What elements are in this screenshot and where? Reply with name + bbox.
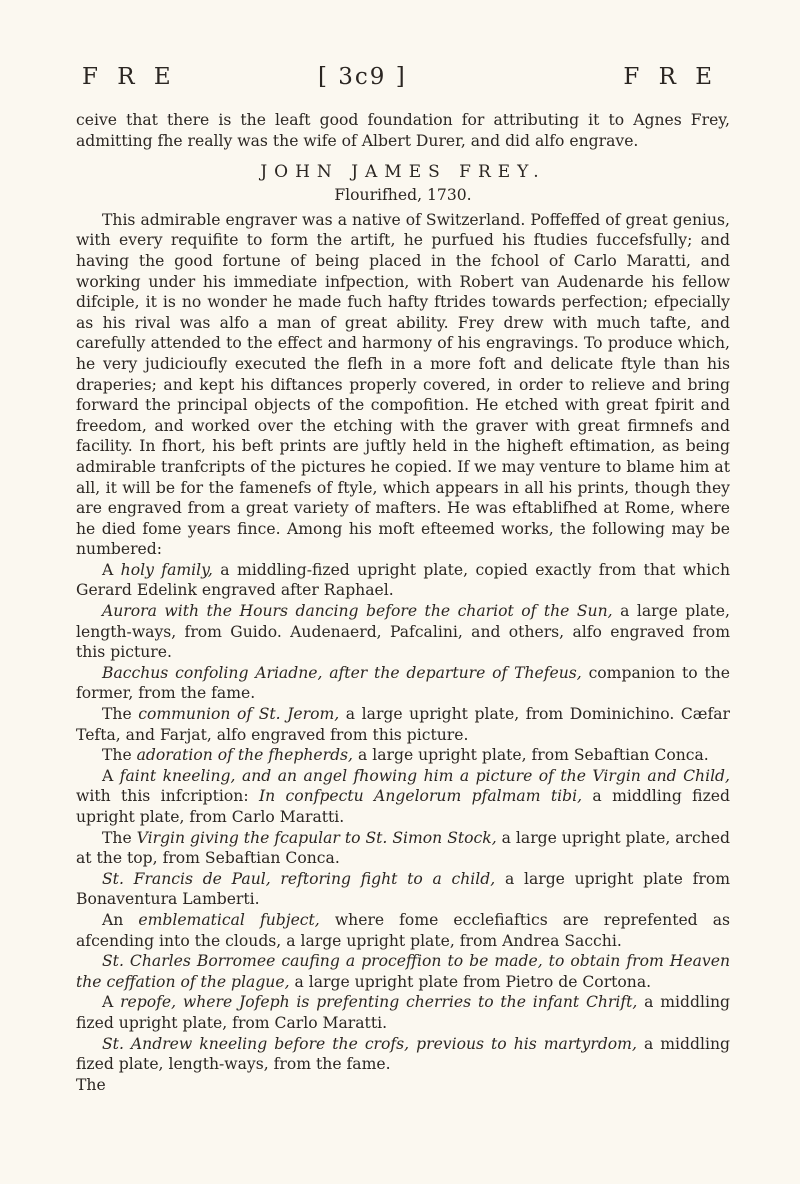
work-title: adoration of the fhepherds, <box>136 746 354 765</box>
work-title: St. Charles Borromee caufing a proceffion to be made, to obtain from Heaven the ceffation of the plague, <box>76 952 730 991</box>
work-title: Bacchus confoling Ariadne, after the departure of Thefeus, <box>102 663 582 682</box>
work-entry <box>76 910 730 951</box>
work-title: repofe, where Jofeph is prefenting cherries to the infant Chrift, <box>120 993 638 1012</box>
work-entry <box>76 992 730 1033</box>
work-description: a middling fized upright plate, from Carlo Maratti. <box>76 993 730 1032</box>
work-description: a large upright plate, from Sebaftian Conca. <box>353 746 709 765</box>
works-list <box>76 560 730 1075</box>
entry-heading: JOHN JAMES FREY. <box>260 162 546 183</box>
work-description: a middling fized plate, length-ways, from the fame. <box>76 1034 730 1074</box>
work-title: St. Francis de Paul, reftoring fight to a child, <box>102 869 496 888</box>
work-article: A <box>102 766 120 785</box>
flourished-date: Flourifhed, 1730. <box>334 186 472 205</box>
work-entry <box>76 704 730 745</box>
work-description: a large upright plate from Bonaventura Lamberti. <box>76 869 730 909</box>
work-title: St. Andrew kneeling before the crofs, previous to his martyrdom, <box>102 1034 637 1053</box>
work-title: emblematical fubject, <box>138 910 320 929</box>
work-description: a large plate, length-ways, from Guido. Audenaerd, Pafcalini, and others, alfo engraved from this picture. <box>76 602 730 662</box>
work-description: a middling-fized upright plate, copied exactly from that which Gerard Edelink engraved after Raphael. <box>76 560 730 600</box>
work-entry <box>76 869 730 910</box>
work-entry <box>76 1034 730 1075</box>
work-entry <box>76 560 730 601</box>
work-title: Aurora with the Hours dancing before the chariot of the Sun, <box>102 602 613 621</box>
biography-paragraph: This admirable engraver was a native of Switzerland. Poffeffed of great genius, with every requifite to form the artift, he purfued his ftudies fuccefsfully; and having the good fortune of being placed in the fchool of Carlo Maratti, and working under his immediate infpection, with Robert van Audenarde his fellow difciple, it is no wonder he made fuch hafty ftrides towards perfection; efpecially as his rival was alfo a man of great ability. Frey drew with much tafte, and carefully attended to the effect and harmony of his engravings. To produce which, he very judicioufly executed the flefh in a more foft and delicate ftyle than his draperies; and kept his diftances properly covered, in order to relieve and bring forward the principal objects of the compofition. He etched with great fpirit and freedom, and worked over the etching with the graver with great firmnefs and facility. In fhort, his beft prints are juftly held in the higheft eftimation, as being admirable tranfcripts of the pictures he copied. If we may venture to blame him at all, it will be for the famenefs of ftyle, which appears in all his prints, though they are engraved from a great variety of mafters. He was eftablifhed at Rome, where he died fome years fince. Among his moft efteemed works, the following may be numbered: <box>76 210 730 559</box>
work-description: a large upright plate, arched at the top, from Sebaftian Conca. <box>76 828 730 868</box>
work-title: holy family, <box>120 560 213 579</box>
work-entry <box>76 663 730 704</box>
running-header <box>82 64 718 94</box>
work-title: faint kneeling, and an angel fhowing him a picture of the Virgin and Child, <box>119 766 730 785</box>
work-article: The <box>102 828 137 847</box>
work-description-continued: a middling fized upright plate, from Carlo Maratti. <box>76 787 730 826</box>
work-entry <box>76 745 730 766</box>
work-title: Virgin giving the fcapular to St. Simon Stock, <box>136 828 497 847</box>
work-description: where fome ecclefiaftics are reprefented as afcending into the clouds, a large upright plate, from Andrea Sacchi. <box>76 910 731 950</box>
page-number: [ 3c9 ] <box>318 64 407 90</box>
work-description: companion to the former, from the fame. <box>76 663 730 703</box>
work-description: with this infcription: <box>76 787 259 806</box>
work-description: a large upright plate, from Dominichino. Cæfar Tefta, and Farjat, alfo engraved from this picture. <box>76 705 730 744</box>
work-article: A <box>102 560 121 579</box>
header-left: F R E <box>82 64 177 90</box>
work-inscription: In confpectu Angelorum pfalmam tibi, <box>258 787 583 806</box>
header-right: F R E <box>623 64 718 90</box>
intro-paragraph: ceive that there is the leaft good foundation for attributing it to Agnes Frey, admitting fhe really was the wife of Albert Durer, and did alfo engrave. <box>76 111 730 150</box>
catchword: The <box>76 1075 106 1094</box>
work-article: The <box>102 746 137 765</box>
work-article: A <box>102 993 121 1012</box>
work-entry <box>76 601 730 663</box>
work-entry <box>76 951 730 992</box>
page-body <box>76 110 730 1095</box>
work-title: communion of St. Jerom, <box>138 705 340 724</box>
work-entry <box>76 766 730 828</box>
work-description: a large upright plate from Pietro de Cortona. <box>289 972 652 991</box>
work-article: The <box>102 705 139 724</box>
work-entry <box>76 828 730 869</box>
work-article: An <box>102 910 139 929</box>
